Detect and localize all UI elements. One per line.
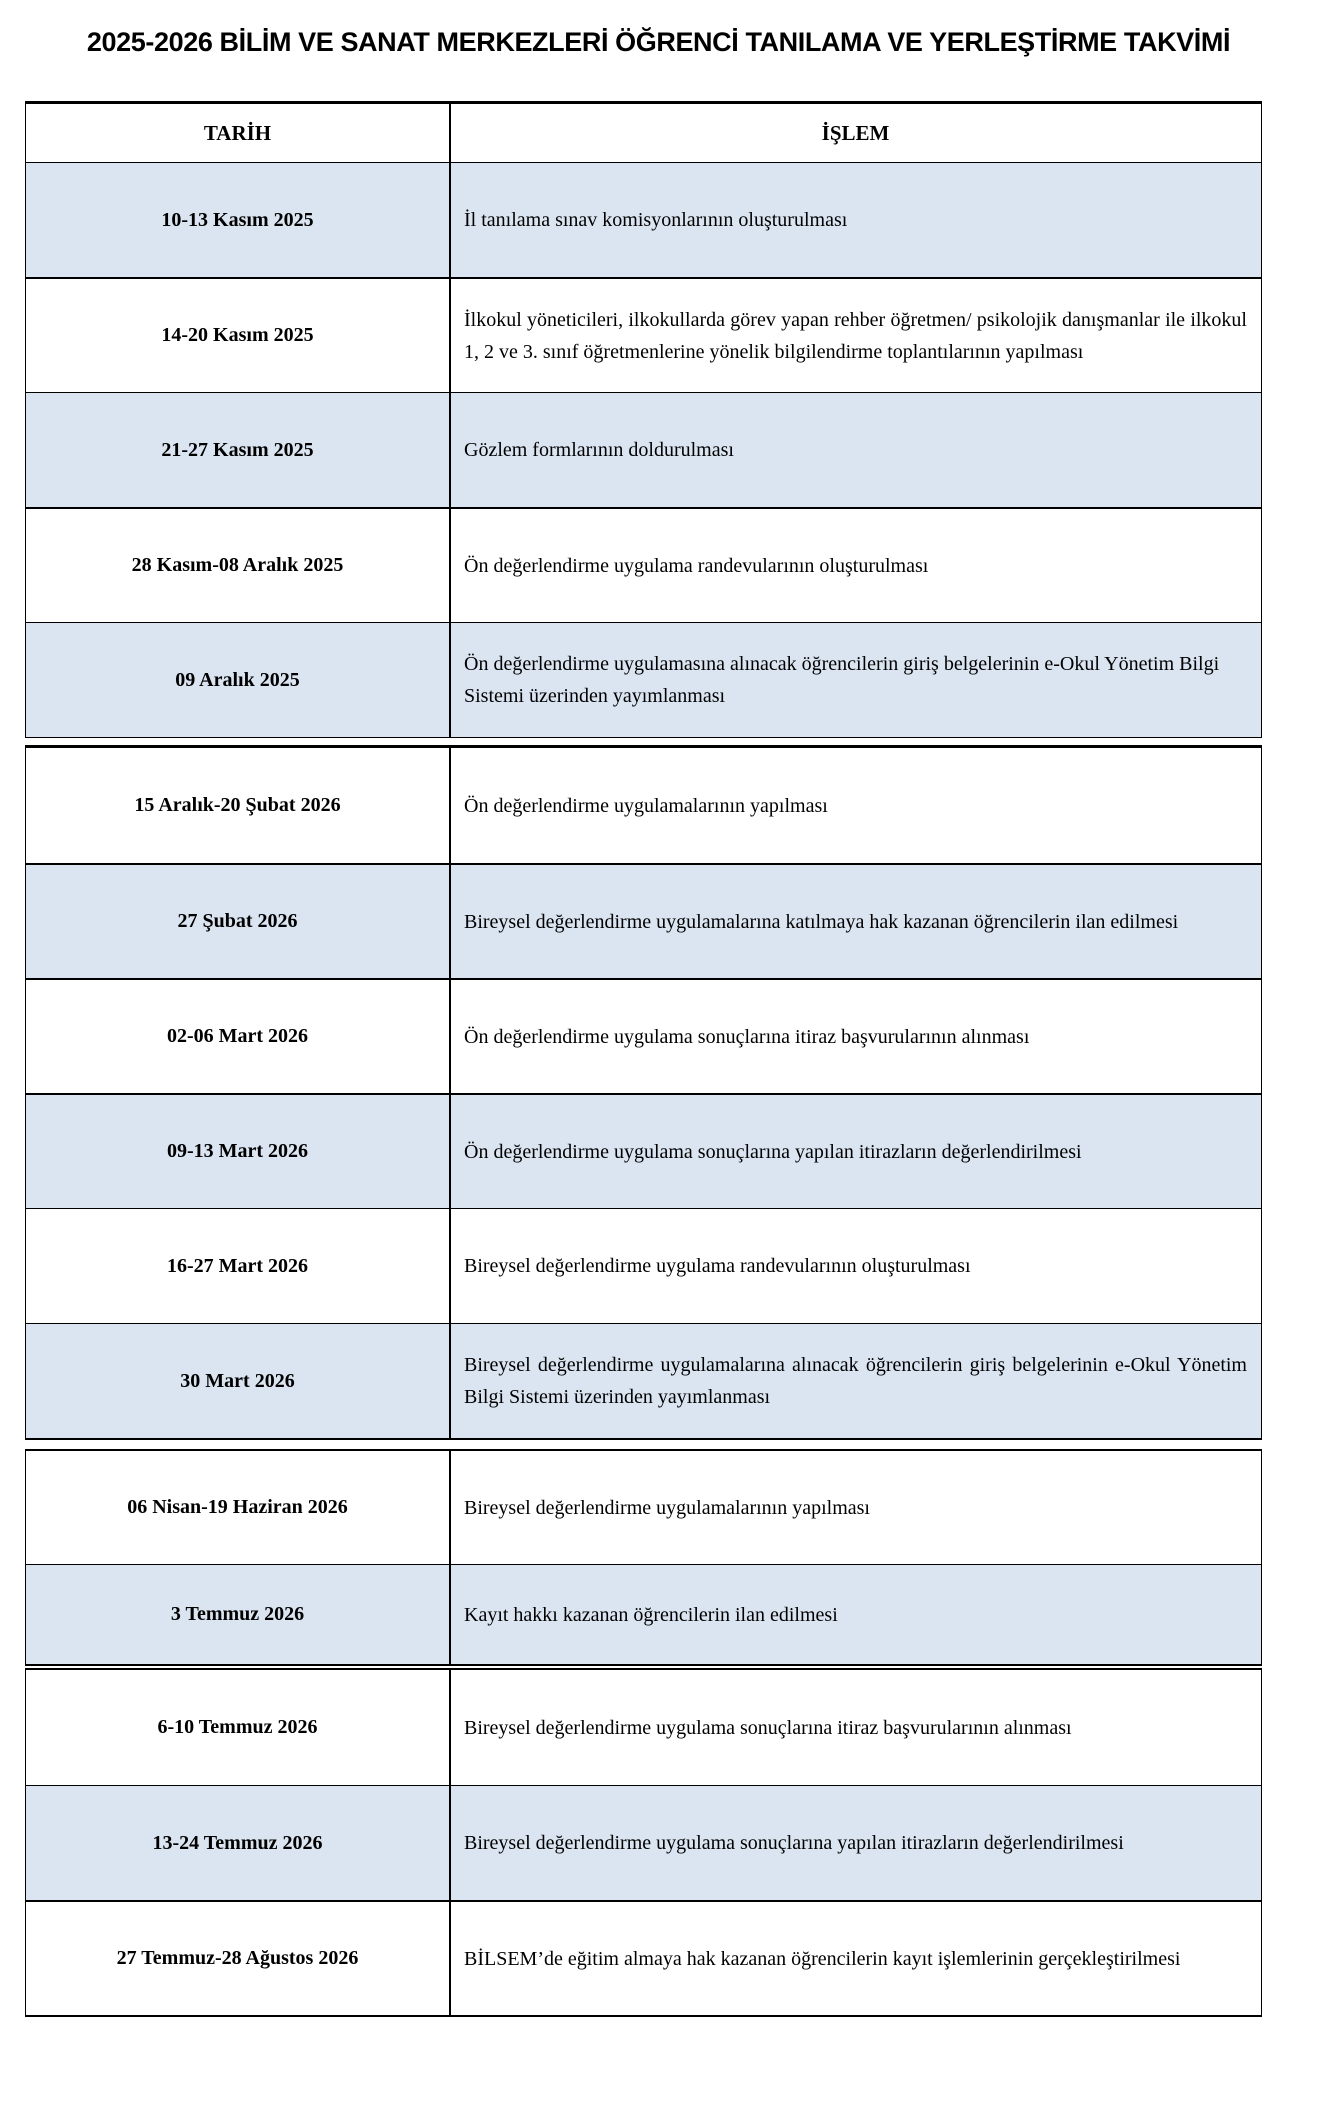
- process-text: Kayıt hakkı kazanan öğrencilerin ilan edilmesi: [464, 1603, 838, 1626]
- date-cell: 06 Nisan-19 Haziran 2026: [26, 1451, 451, 1564]
- date-cell: 28 Kasım-08 Aralık 2025: [26, 509, 451, 622]
- process-text: Ön değerlendirme uygulama sonuçlarına yapılan itirazların değerlendirilmesi: [464, 1140, 1082, 1163]
- table-block: [25, 745, 1262, 1440]
- date-cell: 27 Şubat 2026: [26, 865, 451, 978]
- date-cell: 10-13 Kasım 2025: [26, 163, 451, 277]
- process-text: Bireysel değerlendirme uygulama sonuçlarına yapılan itirazların değerlendirilmesi: [464, 1832, 1124, 1855]
- table-row: [26, 1670, 1261, 1785]
- column-header-date: TARİH: [26, 104, 451, 162]
- schedule-table: [25, 101, 1262, 2017]
- table-header-row: [26, 104, 1261, 162]
- process-text: İl tanılama sınav komisyonlarının oluşturulması: [464, 209, 848, 232]
- table-block: [25, 1668, 1262, 2017]
- process-cell: [451, 1095, 1261, 1208]
- process-cell: [451, 980, 1261, 1093]
- process-cell: [451, 1324, 1261, 1438]
- column-header-process: İŞLEM: [821, 120, 890, 145]
- process-cell: [451, 1451, 1261, 1564]
- process-text: Ön değerlendirme uygulama randevularının oluşturulması: [464, 554, 929, 577]
- process-text: Bireysel değerlendirme uygulamalarına katılmaya hak kazanan öğrencilerin ilan edilmesi: [464, 910, 1179, 933]
- date-cell: 6-10 Temmuz 2026: [26, 1670, 451, 1785]
- date-cell: 13-24 Temmuz 2026: [26, 1786, 451, 1900]
- date-cell: 09-13 Mart 2026: [26, 1095, 451, 1208]
- table-row: [26, 1323, 1261, 1438]
- process-cell: [451, 1209, 1261, 1323]
- process-cell: [451, 1670, 1261, 1785]
- date-cell: 30 Mart 2026: [26, 1324, 451, 1438]
- process-text: Ön değerlendirme uygulamalarının yapılması: [464, 794, 828, 817]
- table-row: [26, 1093, 1261, 1208]
- table-row: [26, 1451, 1261, 1564]
- process-text: Ön değerlendirme uygulamasına alınacak öğrencilerin giriş belgelerinin e-Okul Yönetim Bilgi Sistemi üzerinden yayımlanması: [464, 653, 1220, 708]
- table-row: [26, 162, 1261, 277]
- date-cell: 16-27 Mart 2026: [26, 1209, 451, 1323]
- process-cell: [451, 623, 1261, 737]
- table-row: [26, 1208, 1261, 1323]
- table-row: [26, 1564, 1261, 1664]
- process-cell: [451, 163, 1261, 277]
- process-cell: [451, 748, 1261, 863]
- date-cell: 14-20 Kasım 2025: [26, 279, 451, 392]
- process-text: Bireysel değerlendirme uygulama randevularının oluşturulması: [464, 1255, 971, 1278]
- process-text: İlkokul yöneticileri, ilkokullarda görev yapan rehber öğretmen/ psikolojik danışmanlar ile ilkokul 1, 2 ve 3. sınıf öğretmenlerine yönelik bilgilendirme toplantılarının yapılması: [464, 308, 1247, 363]
- process-cell: [451, 865, 1261, 978]
- date-cell: 09 Aralık 2025: [26, 623, 451, 737]
- process-text: Ön değerlendirme uygulama sonuçlarına itiraz başvurularının alınması: [464, 1025, 1030, 1048]
- date-cell: 3 Temmuz 2026: [26, 1565, 451, 1664]
- table-row: [26, 392, 1261, 507]
- table-row: [26, 748, 1261, 863]
- process-text: Bireysel değerlendirme uygulama sonuçlarına itiraz başvurularının alınması: [464, 1716, 1072, 1739]
- process-cell: [451, 1902, 1261, 2015]
- table-row: [26, 978, 1261, 1093]
- document-page: [0, 26, 1317, 2111]
- page-title: 2025-2026 BİLİM VE SANAT MERKEZLERİ ÖĞRENCİ TANILAMA VE YERLEŞTİRME TAKVİMİ: [86, 27, 1231, 57]
- process-cell: [451, 1786, 1261, 1900]
- process-cell: [451, 509, 1261, 622]
- process-text: BİLSEM’de eğitim almaya hak kazanan öğrencilerin kayıt işlemlerinin gerçekleştirilmesi: [464, 1947, 1181, 1970]
- process-text: Bireysel değerlendirme uygulamalarının yapılması: [464, 1496, 870, 1519]
- table-row: [26, 507, 1261, 622]
- table-row: [26, 622, 1261, 737]
- date-cell: 02-06 Mart 2026: [26, 980, 451, 1093]
- process-text: Gözlem formlarının doldurulması: [464, 439, 734, 462]
- table-row: [26, 1785, 1261, 1900]
- process-cell: [451, 393, 1261, 507]
- date-cell: 21-27 Kasım 2025: [26, 393, 451, 507]
- table-row: [26, 863, 1261, 978]
- process-cell: [451, 1565, 1261, 1664]
- table-row: [26, 277, 1261, 392]
- process-text: Bireysel değerlendirme uygulamalarına alınacak öğrencilerin giriş belgelerinin e-Okul Yönetim Bilgi Sistemi üzerinden yayımlanması: [464, 1354, 1247, 1409]
- date-cell: 27 Temmuz-28 Ağustos 2026: [26, 1902, 451, 2015]
- table-block: [25, 101, 1262, 738]
- table-row: [26, 1900, 1261, 2015]
- process-cell: [451, 279, 1261, 392]
- table-block: [25, 1449, 1262, 1666]
- date-cell: 15 Aralık-20 Şubat 2026: [26, 748, 451, 863]
